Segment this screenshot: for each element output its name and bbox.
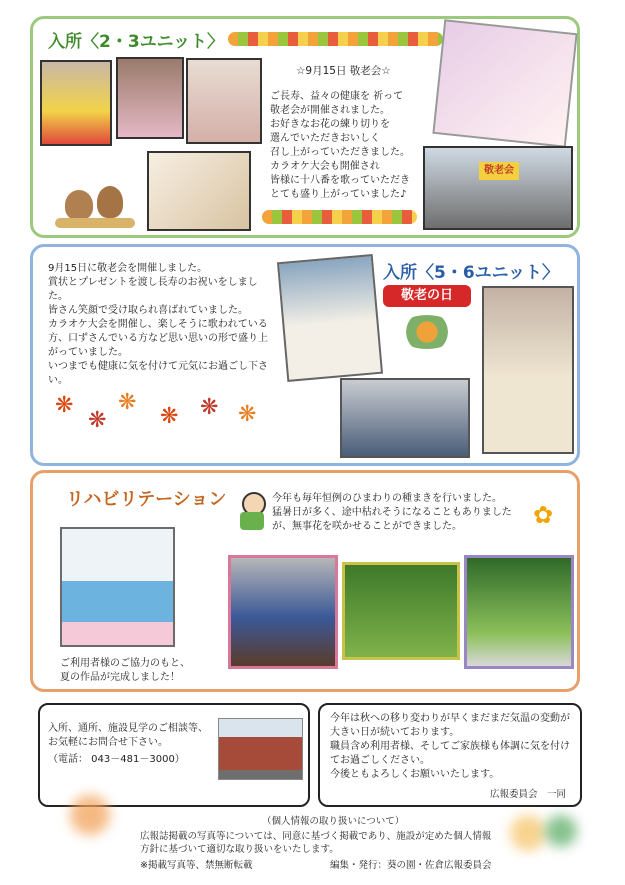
message-signature: 広報委員会 一同 (490, 789, 567, 800)
message-text: 今年は秋への移り変わりが早くまだまだ気温の変動が大きい日が続いております。 職員含め利用者様、そしてご家族様も体調に気を付けてお過ごしください。 今後ともよろしくお願いいたします。 (330, 713, 570, 780)
photo-resident-pooh (40, 60, 112, 146)
photo-resident-smiling (186, 58, 262, 144)
sunflower-icon: ✿ (532, 501, 554, 529)
keirou-no-hi-illustration (383, 285, 471, 355)
maple-leaf-icon: ❋ (88, 408, 107, 433)
photo-meal-tray (147, 151, 251, 231)
contact-text: 入所、通所、施設見学のご相談等、 お気軽にお問合せ下さい。 (48, 723, 208, 748)
section1-event-heading: ☆9月15日 敬老会☆ (296, 65, 391, 77)
photo-nerikiri-sweets (432, 19, 577, 147)
maple-leaf-icon: ❋ (55, 393, 74, 418)
photo-residents-group (340, 378, 470, 458)
photo-karaoke-party (423, 146, 573, 230)
decorative-blob (70, 795, 110, 835)
photo-resident-certificate-2 (482, 286, 574, 454)
section3-artwork-caption: ご利用者様のご協力のもと、 夏の作品が完成しました！ (60, 658, 190, 683)
leaf-garland-bottom (262, 210, 417, 224)
maple-leaf-icon: ❋ (200, 395, 219, 420)
maple-leaf-icon: ❋ (160, 404, 179, 429)
section1-body: ご長寿、益々の健康を 祈って 敬老会が開催されました。 お好きなお花の練り切りを 選んでいただきおいしく 召し上がっていただきました。 カラオケ大会も開催され 皆様に十八番を歌っていただき とても盛り上がっていました♪ (270, 91, 410, 200)
leaf-garland (228, 32, 443, 46)
photo-sunflowers-bloom (464, 555, 574, 669)
photo-resident-eating (116, 57, 184, 139)
footer-notice: ※掲載写真等、禁無断転載 (140, 860, 253, 871)
decorative-blob (510, 815, 546, 851)
section2-title: 入所〈5・6ユニット〉 (383, 263, 559, 283)
footer-body: 広報誌掲載の写真等については、同意に基づく掲載であり、施設が定めた個人情報方針に基づいて適切な取り扱いをいたします。 (140, 831, 492, 855)
maple-leaf-icon: ❋ (118, 390, 137, 415)
party-sign: 敬老会 (479, 162, 519, 180)
section3-title: リハビリテーション (66, 489, 227, 510)
photo-facility-building (218, 718, 303, 780)
section1-title: 入所〈2・3ユニット〉 (44, 27, 228, 52)
footer-publisher: 編集・発行：葵の園・佐倉広報委員会 (330, 860, 492, 871)
photo-sunflowers-planter (342, 562, 460, 660)
section2-body: 9月15日に敬老会を開催しました。 賞状とプレゼントを渡し長寿のお祝いをしました。 皆さん笑顔で受け取られ喜ばれていました。 カラオケ大会を開催し、楽しそうに歌われている方、口ずさんでいる方など思い思いの形で盛り上がっていました。 いつまでも健康に気を付けて元気にお過ごし下さい。 (48, 263, 268, 386)
contact-phone: （電話： 043－481－3000） (48, 754, 185, 765)
photo-summer-artwork (60, 527, 175, 647)
keirou-badge: 敬老の日 (383, 285, 471, 307)
photo-planting-seeds (228, 555, 338, 669)
maple-leaf-icon: ❋ (238, 402, 257, 427)
section3-sunflower-text: 今年も毎年恒例のひまわりの種まきを行いました。 猛暑日が多く、途中枯れそうになることもありましたが、無事花を咲かせることができました。 (272, 493, 512, 532)
gardener-boy-illustration (238, 492, 266, 532)
photo-resident-certificate (277, 254, 383, 382)
squirrel-illustration (55, 180, 135, 228)
footer-heading: （個人情報の取り扱いについて） (262, 816, 405, 827)
decorative-blob (545, 815, 577, 847)
